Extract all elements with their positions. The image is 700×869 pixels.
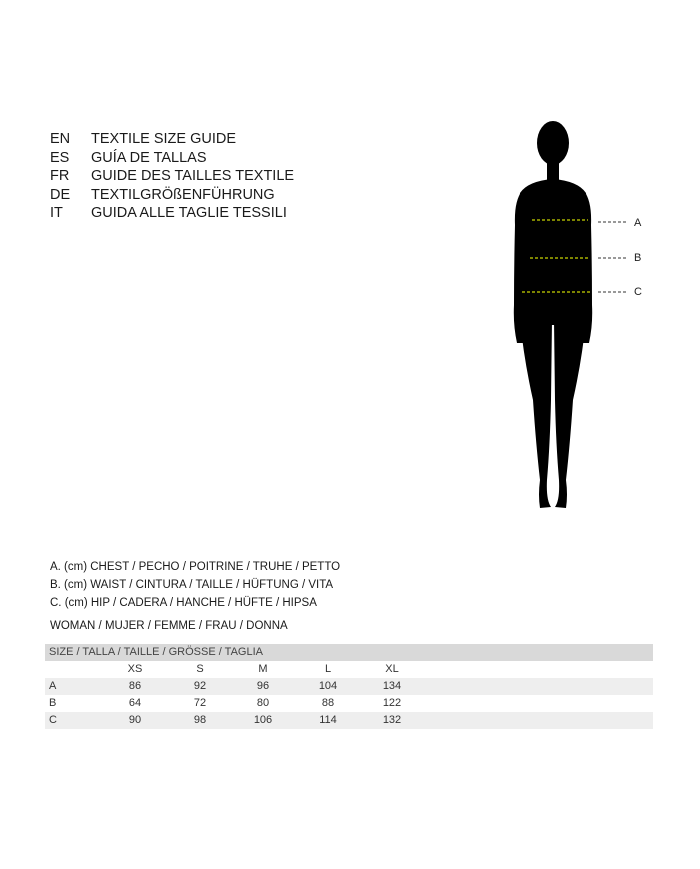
- table-cell: 122: [382, 697, 402, 709]
- table-cell: 104: [318, 680, 338, 692]
- table-cell: 96: [256, 680, 270, 692]
- table-cell: 80: [256, 697, 270, 709]
- gender-label: WOMAN / MUJER / FEMME / FRAU / DONNA: [50, 620, 288, 632]
- language-titles: [50, 130, 294, 223]
- row-label: A: [49, 680, 57, 692]
- body-silhouette-figure: [500, 115, 660, 515]
- row-label: C: [49, 714, 57, 726]
- lang-code: ES: [50, 149, 70, 166]
- size-table: [45, 644, 653, 729]
- lang-code: DE: [50, 186, 71, 203]
- table-cell: 114: [319, 714, 337, 726]
- marker-a: A: [634, 217, 642, 229]
- size-xl: XL: [385, 663, 399, 675]
- size-table-header: SIZE / TALLA / TAILLE / GRÖSSE / TAGLIA: [45, 644, 653, 661]
- lang-code: FR: [50, 168, 70, 184]
- table-row-c: [45, 712, 653, 729]
- size-l: L: [324, 663, 332, 675]
- size-header-row: [45, 661, 653, 678]
- lang-title: GUIDE DES TAILLES TEXTILE: [91, 168, 295, 184]
- size-m: M: [258, 663, 268, 675]
- table-cell: 72: [193, 697, 207, 709]
- row-label: B: [49, 697, 57, 709]
- table-cell: 90: [128, 714, 142, 726]
- size-s: S: [196, 663, 204, 675]
- marker-c: C: [634, 286, 642, 298]
- woman-silhouette: [514, 121, 592, 508]
- legend-hip: C. (cm) HIP / CADERA / HANCHE / HÜFTE / HIPSA: [50, 597, 317, 609]
- size-xs: XS: [127, 663, 143, 675]
- table-cell: 106: [253, 714, 273, 726]
- table-cell: 98: [193, 714, 207, 726]
- lang-title: GUÍA DE TALLAS: [91, 149, 207, 166]
- table-cell: 92: [193, 680, 207, 692]
- lang-code: IT: [50, 205, 63, 221]
- lang-title: TEXTILGRÖßENFÜHRUNG: [91, 186, 275, 203]
- legend-chest: A. (cm) CHEST / PECHO / POITRINE / TRUHE / PETTO: [50, 561, 341, 573]
- legend-waist: B. (cm) WAIST / CINTURA / TAILLE / HÜFTUNG / VITA: [50, 579, 334, 591]
- lang-title: GUIDA ALLE TAGLIE TESSILI: [91, 205, 287, 221]
- lang-row-de: [50, 186, 294, 205]
- table-row-b: [45, 695, 653, 712]
- measurement-legend: [50, 558, 340, 612]
- table-cell: 88: [321, 697, 335, 709]
- lang-title: TEXTILE SIZE GUIDE: [91, 131, 237, 147]
- table-cell: 64: [128, 697, 142, 709]
- table-cell: 86: [128, 680, 142, 692]
- lang-row-en: [50, 130, 294, 149]
- lang-code: EN: [50, 131, 71, 147]
- lang-row-es: [50, 149, 294, 168]
- table-row-a: [45, 678, 653, 695]
- lang-row-fr: [50, 167, 294, 186]
- table-cell: 134: [382, 680, 402, 692]
- marker-b: B: [634, 252, 642, 264]
- lang-row-it: [50, 204, 294, 223]
- table-cell: 132: [382, 714, 402, 726]
